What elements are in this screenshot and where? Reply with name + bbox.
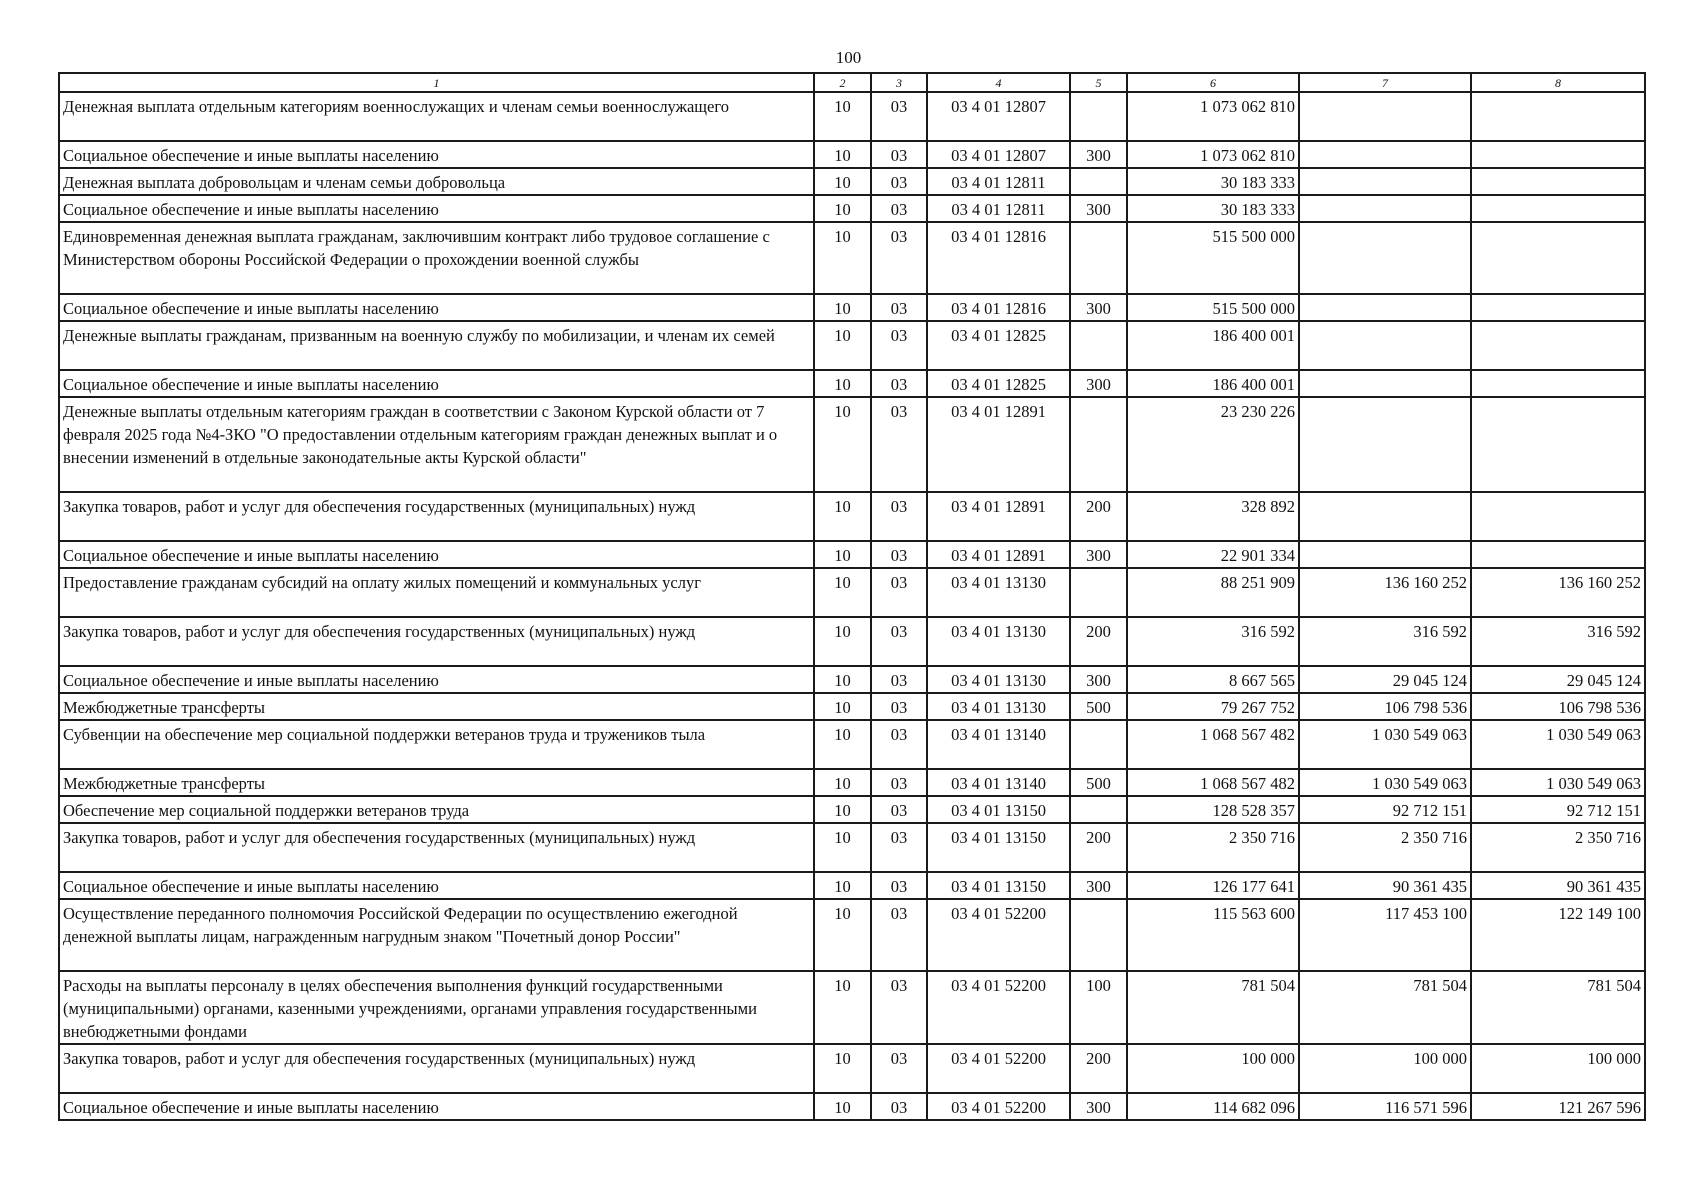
target-item-cell: 03 4 01 12891: [927, 541, 1070, 568]
column-header-3: 3: [871, 73, 927, 92]
section-cell: 10: [814, 321, 871, 370]
row-name-cell: Расходы на выплаты персоналу в целях обеспечения выполнения функций государственными (муниципальными) органами, казенными учреждениями, органами управления государственными внебюджетными фондами: [59, 971, 814, 1044]
amount-col7-cell: [1299, 492, 1471, 541]
amount-col7-cell: 781 504: [1299, 971, 1471, 1044]
row-name-cell: Закупка товаров, работ и услуг для обеспечения государственных (муниципальных) нужд: [59, 617, 814, 666]
amount-col7-cell: 2 350 716: [1299, 823, 1471, 872]
subsection-cell: 03: [871, 397, 927, 492]
amount-col8-cell: [1471, 168, 1645, 195]
subsection-cell: 03: [871, 872, 927, 899]
section-cell: 10: [814, 872, 871, 899]
expense-type-cell: [1070, 720, 1127, 769]
row-name-cell: Закупка товаров, работ и услуг для обеспечения государственных (муниципальных) нужд: [59, 492, 814, 541]
amount-col6-cell: 2 350 716: [1127, 823, 1299, 872]
amount-col6-cell: 115 563 600: [1127, 899, 1299, 971]
section-cell: 10: [814, 666, 871, 693]
row-name-cell: Денежные выплаты гражданам, призванным на военную службу по мобилизации, и членам их семей: [59, 321, 814, 370]
amount-col6-cell: 328 892: [1127, 492, 1299, 541]
target-item-cell: 03 4 01 13140: [927, 720, 1070, 769]
amount-col6-cell: 1 068 567 482: [1127, 769, 1299, 796]
subsection-cell: 03: [871, 1093, 927, 1120]
table-row: [59, 796, 1645, 823]
expense-type-cell: [1070, 568, 1127, 617]
expense-type-cell: 200: [1070, 617, 1127, 666]
amount-col6-cell: 114 682 096: [1127, 1093, 1299, 1120]
amount-col8-cell: 1 030 549 063: [1471, 720, 1645, 769]
expense-type-cell: [1070, 899, 1127, 971]
target-item-cell: 03 4 01 12807: [927, 141, 1070, 168]
expense-type-cell: [1070, 92, 1127, 141]
table-row: [59, 141, 1645, 168]
target-item-cell: 03 4 01 13130: [927, 568, 1070, 617]
expense-type-cell: 300: [1070, 666, 1127, 693]
section-cell: 10: [814, 294, 871, 321]
target-item-cell: 03 4 01 13130: [927, 693, 1070, 720]
amount-col6-cell: 88 251 909: [1127, 568, 1299, 617]
table-row: [59, 397, 1645, 492]
amount-col6-cell: 781 504: [1127, 971, 1299, 1044]
amount-col8-cell: [1471, 222, 1645, 294]
amount-col7-cell: 106 798 536: [1299, 693, 1471, 720]
amount-col7-cell: 1 030 549 063: [1299, 720, 1471, 769]
target-item-cell: 03 4 01 13150: [927, 796, 1070, 823]
amount-col8-cell: 136 160 252: [1471, 568, 1645, 617]
subsection-cell: 03: [871, 195, 927, 222]
amount-col7-cell: [1299, 92, 1471, 141]
section-cell: 10: [814, 168, 871, 195]
amount-col7-cell: [1299, 168, 1471, 195]
amount-col6-cell: 1 073 062 810: [1127, 141, 1299, 168]
target-item-cell: 03 4 01 12825: [927, 321, 1070, 370]
subsection-cell: 03: [871, 617, 927, 666]
target-item-cell: 03 4 01 52200: [927, 971, 1070, 1044]
table-row: [59, 222, 1645, 294]
amount-col6-cell: 30 183 333: [1127, 168, 1299, 195]
amount-col8-cell: 2 350 716: [1471, 823, 1645, 872]
amount-col6-cell: 22 901 334: [1127, 541, 1299, 568]
amount-col7-cell: [1299, 222, 1471, 294]
amount-col6-cell: 128 528 357: [1127, 796, 1299, 823]
column-header-4: 4: [927, 73, 1070, 92]
target-item-cell: 03 4 01 12811: [927, 195, 1070, 222]
section-cell: 10: [814, 541, 871, 568]
table-header-row: [59, 73, 1645, 92]
row-name-cell: Осуществление переданного полномочия Российской Федерации по осуществлению ежегодной денежной выплаты лицам, награжденным нагрудным знаком "Почетный донор России": [59, 899, 814, 971]
amount-col8-cell: [1471, 541, 1645, 568]
expense-type-cell: 300: [1070, 1093, 1127, 1120]
subsection-cell: 03: [871, 492, 927, 541]
amount-col8-cell: [1471, 321, 1645, 370]
row-name-cell: Межбюджетные трансферты: [59, 769, 814, 796]
row-name-cell: Денежная выплата отдельным категориям военнослужащих и членам семьи военнослужащего: [59, 92, 814, 141]
column-header-6: 6: [1127, 73, 1299, 92]
section-cell: 10: [814, 720, 871, 769]
amount-col8-cell: 122 149 100: [1471, 899, 1645, 971]
subsection-cell: 03: [871, 321, 927, 370]
section-cell: 10: [814, 195, 871, 222]
row-name-cell: Предоставление гражданам субсидий на оплату жилых помещений и коммунальных услуг: [59, 568, 814, 617]
amount-col6-cell: 126 177 641: [1127, 872, 1299, 899]
table-row: [59, 872, 1645, 899]
amount-col6-cell: 100 000: [1127, 1044, 1299, 1093]
section-cell: 10: [814, 397, 871, 492]
table-row: [59, 195, 1645, 222]
amount-col6-cell: 23 230 226: [1127, 397, 1299, 492]
column-header-1: 1: [59, 73, 814, 92]
subsection-cell: 03: [871, 693, 927, 720]
column-header-8: 8: [1471, 73, 1645, 92]
amount-col8-cell: 781 504: [1471, 971, 1645, 1044]
row-name-cell: Социальное обеспечение и иные выплаты населению: [59, 1093, 814, 1120]
subsection-cell: 03: [871, 823, 927, 872]
table-row: [59, 370, 1645, 397]
target-item-cell: 03 4 01 12811: [927, 168, 1070, 195]
amount-col6-cell: 8 667 565: [1127, 666, 1299, 693]
row-name-cell: Закупка товаров, работ и услуг для обеспечения государственных (муниципальных) нужд: [59, 823, 814, 872]
row-name-cell: Единовременная денежная выплата гражданам, заключившим контракт либо трудовое соглашение с Министерством обороны Российской Федерации о прохождении военной службы: [59, 222, 814, 294]
subsection-cell: 03: [871, 1044, 927, 1093]
amount-col7-cell: 90 361 435: [1299, 872, 1471, 899]
expense-type-cell: [1070, 397, 1127, 492]
amount-col6-cell: 1 073 062 810: [1127, 92, 1299, 141]
table-row: [59, 541, 1645, 568]
amount-col7-cell: [1299, 321, 1471, 370]
subsection-cell: 03: [871, 971, 927, 1044]
section-cell: 10: [814, 222, 871, 294]
expense-type-cell: 100: [1070, 971, 1127, 1044]
amount-col8-cell: 100 000: [1471, 1044, 1645, 1093]
table-row: [59, 769, 1645, 796]
subsection-cell: 03: [871, 899, 927, 971]
table-row: [59, 693, 1645, 720]
amount-col6-cell: 79 267 752: [1127, 693, 1299, 720]
section-cell: 10: [814, 796, 871, 823]
page-number: 100: [835, 48, 862, 67]
table-row: [59, 492, 1645, 541]
amount-col7-cell: 316 592: [1299, 617, 1471, 666]
amount-col8-cell: 90 361 435: [1471, 872, 1645, 899]
target-item-cell: 03 4 01 13130: [927, 617, 1070, 666]
expense-type-cell: 200: [1070, 823, 1127, 872]
amount-col8-cell: [1471, 370, 1645, 397]
row-name-cell: Социальное обеспечение и иные выплаты населению: [59, 872, 814, 899]
target-item-cell: 03 4 01 12816: [927, 222, 1070, 294]
subsection-cell: 03: [871, 666, 927, 693]
section-cell: 10: [814, 971, 871, 1044]
amount-col8-cell: [1471, 141, 1645, 168]
amount-col8-cell: [1471, 92, 1645, 141]
target-item-cell: 03 4 01 52200: [927, 1093, 1070, 1120]
budget-table: [58, 72, 1646, 1121]
row-name-cell: Социальное обеспечение и иные выплаты населению: [59, 370, 814, 397]
amount-col7-cell: 116 571 596: [1299, 1093, 1471, 1120]
amount-col8-cell: 1 030 549 063: [1471, 769, 1645, 796]
target-item-cell: 03 4 01 12816: [927, 294, 1070, 321]
section-cell: 10: [814, 693, 871, 720]
amount-col8-cell: 121 267 596: [1471, 1093, 1645, 1120]
amount-col6-cell: 1 068 567 482: [1127, 720, 1299, 769]
subsection-cell: 03: [871, 92, 927, 141]
target-item-cell: 03 4 01 13150: [927, 823, 1070, 872]
amount-col7-cell: [1299, 294, 1471, 321]
table-row: [59, 294, 1645, 321]
row-name-cell: Социальное обеспечение и иные выплаты населению: [59, 666, 814, 693]
subsection-cell: 03: [871, 720, 927, 769]
amount-col7-cell: 117 453 100: [1299, 899, 1471, 971]
expense-type-cell: 300: [1070, 370, 1127, 397]
table-row: [59, 617, 1645, 666]
amount-col7-cell: 29 045 124: [1299, 666, 1471, 693]
table-row: [59, 971, 1645, 1044]
amount-col6-cell: 186 400 001: [1127, 321, 1299, 370]
table-row: [59, 321, 1645, 370]
amount-col7-cell: [1299, 370, 1471, 397]
amount-col8-cell: 29 045 124: [1471, 666, 1645, 693]
amount-col7-cell: 1 030 549 063: [1299, 769, 1471, 796]
amount-col8-cell: [1471, 397, 1645, 492]
amount-col7-cell: 136 160 252: [1299, 568, 1471, 617]
amount-col7-cell: [1299, 141, 1471, 168]
row-name-cell: Межбюджетные трансферты: [59, 693, 814, 720]
target-item-cell: 03 4 01 12891: [927, 492, 1070, 541]
amount-col8-cell: [1471, 492, 1645, 541]
section-cell: 10: [814, 92, 871, 141]
subsection-cell: 03: [871, 541, 927, 568]
expense-type-cell: [1070, 321, 1127, 370]
subsection-cell: 03: [871, 370, 927, 397]
column-header-5: 5: [1070, 73, 1127, 92]
target-item-cell: 03 4 01 13130: [927, 666, 1070, 693]
amount-col6-cell: 316 592: [1127, 617, 1299, 666]
subsection-cell: 03: [871, 222, 927, 294]
amount-col7-cell: [1299, 397, 1471, 492]
target-item-cell: 03 4 01 12825: [927, 370, 1070, 397]
expense-type-cell: 500: [1070, 693, 1127, 720]
expense-type-cell: [1070, 168, 1127, 195]
target-item-cell: 03 4 01 12807: [927, 92, 1070, 141]
subsection-cell: 03: [871, 141, 927, 168]
amount-col8-cell: 316 592: [1471, 617, 1645, 666]
target-item-cell: 03 4 01 13140: [927, 769, 1070, 796]
section-cell: 10: [814, 823, 871, 872]
row-name-cell: Денежная выплата добровольцам и членам семьи добровольца: [59, 168, 814, 195]
amount-col8-cell: [1471, 294, 1645, 321]
table-row: [59, 92, 1645, 141]
expense-type-cell: 500: [1070, 769, 1127, 796]
section-cell: 10: [814, 1093, 871, 1120]
section-cell: 10: [814, 899, 871, 971]
column-header-7: 7: [1299, 73, 1471, 92]
amount-col8-cell: 106 798 536: [1471, 693, 1645, 720]
table-row: [59, 899, 1645, 971]
subsection-cell: 03: [871, 769, 927, 796]
row-name-cell: Закупка товаров, работ и услуг для обеспечения государственных (муниципальных) нужд: [59, 1044, 814, 1093]
row-name-cell: Социальное обеспечение и иные выплаты населению: [59, 195, 814, 222]
section-cell: 10: [814, 370, 871, 397]
expense-type-cell: 200: [1070, 1044, 1127, 1093]
table-row: [59, 1044, 1645, 1093]
section-cell: 10: [814, 141, 871, 168]
subsection-cell: 03: [871, 294, 927, 321]
amount-col7-cell: 92 712 151: [1299, 796, 1471, 823]
amount-col8-cell: 92 712 151: [1471, 796, 1645, 823]
subsection-cell: 03: [871, 796, 927, 823]
row-name-cell: Социальное обеспечение и иные выплаты населению: [59, 294, 814, 321]
target-item-cell: 03 4 01 12891: [927, 397, 1070, 492]
amount-col6-cell: 30 183 333: [1127, 195, 1299, 222]
amount-col7-cell: [1299, 541, 1471, 568]
expense-type-cell: [1070, 222, 1127, 294]
table-row: [59, 1093, 1645, 1120]
table-row: [59, 568, 1645, 617]
table-row: [59, 720, 1645, 769]
section-cell: 10: [814, 492, 871, 541]
amount-col6-cell: 515 500 000: [1127, 294, 1299, 321]
amount-col8-cell: [1471, 195, 1645, 222]
section-cell: 10: [814, 617, 871, 666]
target-item-cell: 03 4 01 13150: [927, 872, 1070, 899]
row-name-cell: Социальное обеспечение и иные выплаты населению: [59, 141, 814, 168]
expense-type-cell: 300: [1070, 872, 1127, 899]
section-cell: 10: [814, 1044, 871, 1093]
amount-col6-cell: 186 400 001: [1127, 370, 1299, 397]
table-row: [59, 666, 1645, 693]
target-item-cell: 03 4 01 52200: [927, 1044, 1070, 1093]
subsection-cell: 03: [871, 168, 927, 195]
target-item-cell: 03 4 01 52200: [927, 899, 1070, 971]
expense-type-cell: 300: [1070, 294, 1127, 321]
amount-col6-cell: 515 500 000: [1127, 222, 1299, 294]
table-row: [59, 168, 1645, 195]
section-cell: 10: [814, 568, 871, 617]
row-name-cell: Денежные выплаты отдельным категориям граждан в соответствии с Законом Курской области от 7 февраля 2025 года №4-ЗКО "О предоставлении отдельным категориям граждан денежных выплат и о внесении изменений в отдельные законодательные акты Курской области": [59, 397, 814, 492]
table-body: [59, 92, 1645, 1120]
expense-type-cell: 200: [1070, 492, 1127, 541]
expense-type-cell: 300: [1070, 141, 1127, 168]
row-name-cell: Обеспечение мер социальной поддержки ветеранов труда: [59, 796, 814, 823]
column-header-2: 2: [814, 73, 871, 92]
subsection-cell: 03: [871, 568, 927, 617]
expense-type-cell: 300: [1070, 195, 1127, 222]
row-name-cell: Социальное обеспечение и иные выплаты населению: [59, 541, 814, 568]
section-cell: 10: [814, 769, 871, 796]
row-name-cell: Субвенции на обеспечение мер социальной поддержки ветеранов труда и тружеников тыла: [59, 720, 814, 769]
amount-col7-cell: [1299, 195, 1471, 222]
expense-type-cell: 300: [1070, 541, 1127, 568]
table-row: [59, 823, 1645, 872]
expense-type-cell: [1070, 796, 1127, 823]
amount-col7-cell: 100 000: [1299, 1044, 1471, 1093]
